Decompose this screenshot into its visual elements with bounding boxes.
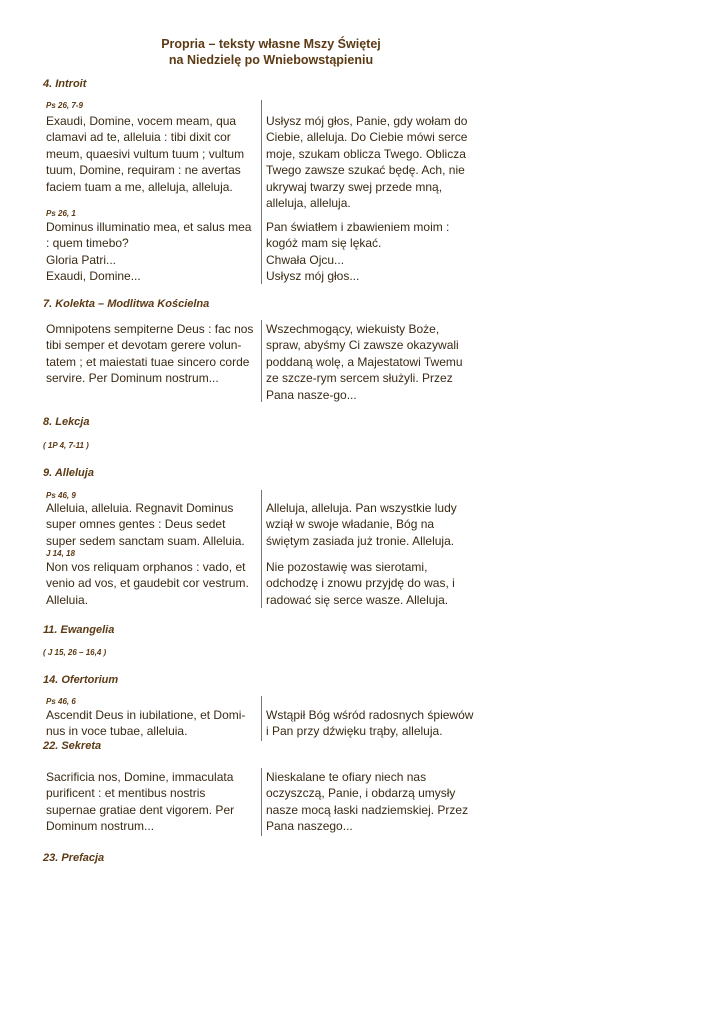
text-line: ze szcze-rym sercem służyli. Przez bbox=[266, 371, 453, 386]
text-line: servire. Per Dominum nostrum... bbox=[46, 371, 219, 386]
text-line: Non vos reliquam orphanos : vado, et bbox=[46, 560, 246, 574]
column-divider bbox=[261, 696, 262, 741]
text-line: świętym zasiada już tronie. Alleluja. bbox=[266, 533, 455, 548]
text-line: Sacrificia nos, Domine, immaculata bbox=[46, 770, 234, 784]
section-heading-prefacja: 23. Prefacja bbox=[43, 852, 105, 864]
text-line: meum, quaesivi vultum tuum ; vultum bbox=[46, 146, 245, 161]
text-line: venio ad vos, et gaudebit cor vestrum. bbox=[46, 576, 249, 591]
text-line: : quem timebo? bbox=[46, 236, 129, 251]
alleluja-latin-1 bbox=[46, 500, 260, 549]
text-line: i Pan przy dźwięku trąby, alleluja. bbox=[266, 724, 443, 739]
kolekta-latin bbox=[46, 321, 260, 387]
introit-polish-2 bbox=[266, 219, 480, 285]
text-line: super omnes gentes : Deus sedet bbox=[46, 517, 226, 532]
title-line-1: Propria – teksty własne Mszy Świętej bbox=[161, 37, 381, 51]
alleluja-polish-1 bbox=[266, 500, 480, 549]
text-line: Twego zawsze szukać będę. Ach, nie bbox=[266, 163, 465, 178]
text-line: Exaudi, Domine... bbox=[46, 269, 141, 284]
text-line: alleluja, alleluja. bbox=[266, 196, 351, 211]
ofertorium-latin bbox=[46, 707, 260, 740]
section-heading-alleluja: 9. Alleluja bbox=[43, 467, 94, 479]
text-line: Omnipotens sempiterne Deus : fac nos bbox=[46, 322, 254, 336]
text-line: ukrywaj twarzy swej przede mną, bbox=[266, 179, 443, 194]
text-line: wziął w swoje władanie, Bóg na bbox=[266, 517, 435, 532]
sekreta-latin bbox=[46, 769, 260, 835]
lekcja-reference: ( 1P 4, 7-11 ) bbox=[43, 441, 89, 450]
introit-polish-1 bbox=[266, 113, 480, 211]
section-heading-ewangelia: 11. Ewangelia bbox=[43, 624, 115, 636]
text-line: Alleluja, alleluja. Pan wszystkie ludy bbox=[266, 501, 457, 515]
ofertorium-polish bbox=[266, 707, 480, 740]
text-line: supernae gratiae dent vigorem. Per bbox=[46, 802, 235, 817]
section-heading-sekreta: 22. Sekreta bbox=[43, 740, 102, 752]
alleluja-reference-1: Ps 46, 9 bbox=[46, 491, 76, 500]
text-line: Usłysz mój głos... bbox=[266, 269, 360, 284]
text-line: super sedem sanctam suam. Alleluia. bbox=[46, 533, 245, 548]
alleluja-latin-2 bbox=[46, 559, 260, 608]
text-line: kogóż mam się lękać. bbox=[266, 236, 382, 251]
text-line: tuum, Domine, requiram : ne avertas bbox=[46, 163, 241, 178]
text-line: purificent : et mentibus nostris bbox=[46, 786, 206, 801]
text-line: Alleluia, alleluia. Regnavit Dominus bbox=[46, 501, 234, 515]
text-line: moje, szukam oblicza Twego. Oblicza bbox=[266, 146, 466, 161]
column-divider bbox=[261, 768, 262, 836]
text-line: nus in voce tubae, alleluia. bbox=[46, 724, 188, 739]
text-line: Dominus illuminatio mea, et salus mea bbox=[46, 220, 252, 234]
section-heading-ofertorium: 14. Ofertorium bbox=[43, 674, 119, 686]
text-line: spraw, abyśmy Ci zawsze okazywali bbox=[266, 338, 459, 353]
text-line: clamavi ad te, alleluia : tibi dixit cor bbox=[46, 130, 231, 145]
section-heading-introit: 4. Introit bbox=[43, 78, 87, 90]
kolekta-polish bbox=[266, 321, 480, 403]
text-line: Nie pozostawię was sierotami, bbox=[266, 560, 428, 574]
text-line: odchodzę i znowu przyjdę do was, i bbox=[266, 576, 455, 591]
text-line: Wszechmogący, wiekuisty Boże, bbox=[266, 322, 440, 336]
text-line: Alleluia. bbox=[46, 592, 89, 607]
text-line: Wstąpił Bóg wśród radosnych śpiewów bbox=[266, 708, 474, 722]
section-heading-kolekta: 7. Kolekta – Modlitwa Kościelna bbox=[43, 298, 210, 310]
text-line: Usłysz mój głos, Panie, gdy wołam do bbox=[266, 114, 468, 128]
alleluja-polish-2 bbox=[266, 559, 480, 608]
introit-latin-2 bbox=[46, 219, 260, 285]
ofertorium-reference: Ps 46, 6 bbox=[46, 697, 76, 706]
column-divider bbox=[261, 490, 262, 608]
ewangelia-reference: ( J 15, 26 – 16,4 ) bbox=[43, 648, 107, 657]
text-line: Pana naszego... bbox=[266, 819, 353, 834]
text-line: tibi semper et devotam gerere volun- bbox=[46, 338, 242, 353]
column-divider bbox=[261, 320, 262, 402]
alleluja-reference-2: J 14, 18 bbox=[46, 549, 75, 558]
text-line: Nieskalane te ofiary niech nas bbox=[266, 770, 427, 784]
page-title bbox=[0, 36, 542, 68]
text-line: Exaudi, Domine, vocem meam, qua bbox=[46, 114, 237, 128]
title-line-2: na Niedzielę po Wniebowstąpieniu bbox=[168, 53, 374, 67]
text-line: Chwała Ojcu... bbox=[266, 252, 345, 267]
introit-latin-1 bbox=[46, 113, 260, 195]
section-heading-lekcja: 8. Lekcja bbox=[43, 416, 90, 428]
text-line: Gloria Patri... bbox=[46, 252, 117, 267]
text-line: Pana nasze-go... bbox=[266, 387, 357, 402]
column-divider bbox=[261, 100, 262, 284]
sekreta-polish bbox=[266, 769, 480, 835]
text-line: faciem tuam a me, alleluja, alleluja. bbox=[46, 179, 233, 194]
introit-reference-1: Ps 26, 7-9 bbox=[46, 101, 83, 110]
text-line: oczyszczą, Panie, i obdarzą umysły bbox=[266, 786, 456, 801]
text-line: radować się serce wasze. Alleluja. bbox=[266, 592, 449, 607]
text-line: Ascendit Deus in iubilatione, et Domi- bbox=[46, 708, 246, 722]
text-line: poddaną wolę, a Majestatowi Twemu bbox=[266, 354, 463, 369]
text-line: Pan światłem i zbawieniem moim : bbox=[266, 220, 450, 234]
text-line: nasze mocą łaski nadziemskiej. Przez bbox=[266, 802, 469, 817]
text-line: tatem ; et maiestati tuae sincero corde bbox=[46, 354, 250, 369]
introit-reference-2: Ps 26, 1 bbox=[46, 209, 76, 218]
text-line: Dominum nostrum... bbox=[46, 819, 155, 834]
text-line: Ciebie, alleluja. Do Ciebie mówi serce bbox=[266, 130, 468, 145]
